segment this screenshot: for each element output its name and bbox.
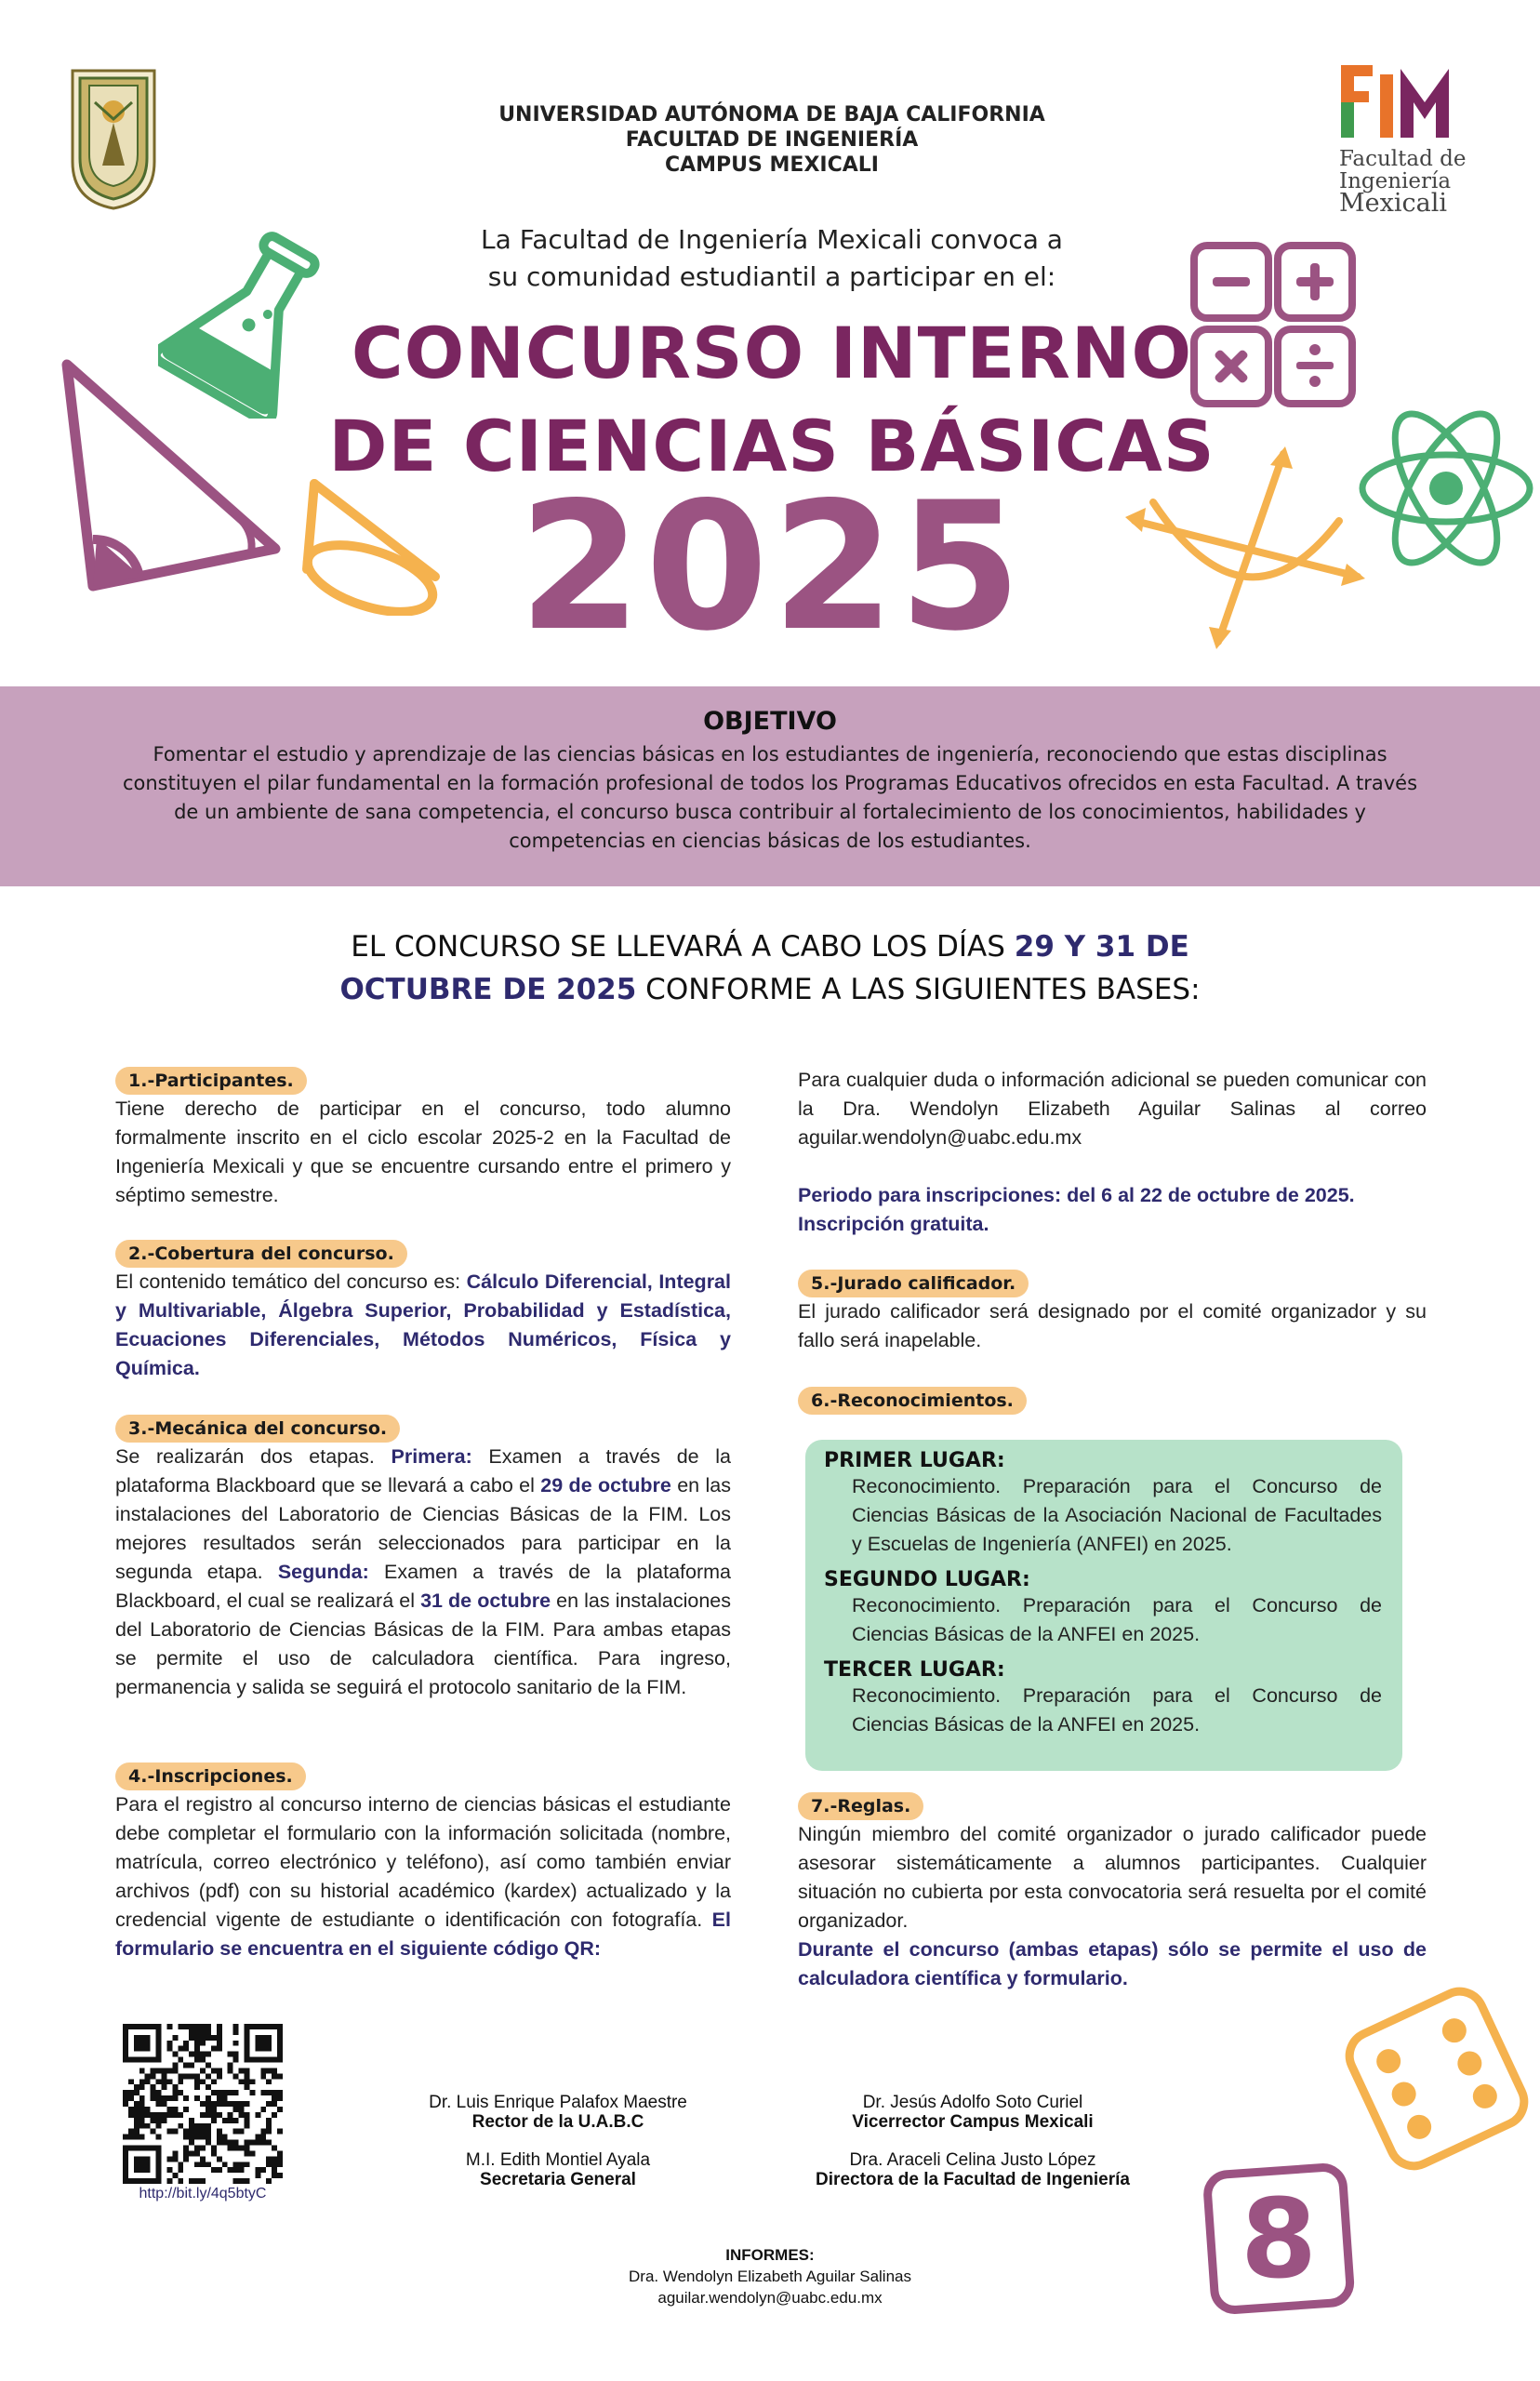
rector-name: Dr. Luis Enrique Palafox Maestre	[429, 2093, 687, 2112]
registration-free: Inscripción gratuita.	[798, 1213, 989, 1235]
invite-line2: su comunidad estudiantil a participar en el:	[487, 261, 1056, 292]
section-rules	[798, 1791, 1427, 1993]
footer-heading: INFORMES:	[725, 2246, 815, 2264]
die-number: 8	[1240, 2175, 1318, 2303]
fim-line1: Facultad de	[1339, 147, 1467, 171]
director-name: Dra. Araceli Celina Justo López	[849, 2150, 1096, 2170]
section-label: 6.-Reconocimientos.	[798, 1387, 1027, 1415]
section-coverage	[115, 1239, 731, 1383]
fim-line3: Mexicali	[1339, 189, 1447, 218]
section-text: Ningún miembro del comité organizador o jurado calificador puede asesorar sistemáticamente a alumnos participantes. Cualquier situación no cubierta por esta convocatoria será resuelta por el comité organizador.	[798, 1823, 1427, 1932]
mech-t3: en las instalaciones del Laboratorio de Ciencias Básicas de la FIM. Los mejores resultados serán seleccionados para participar en la segunda etapa.	[115, 1474, 731, 1583]
uabc-seal-logo	[67, 65, 160, 212]
section-label: 4.-Inscripciones.	[115, 1762, 306, 1790]
triangle-ruler-icon	[56, 353, 288, 609]
dates-highlight2: OCTUBRE DE 2025	[339, 973, 637, 1006]
campus-name: CAMPUS MEXICALI	[664, 153, 879, 177]
section-text	[115, 1268, 731, 1383]
registration-qr-code[interactable]	[123, 2024, 283, 2184]
third-place-text: Reconocimiento. Preparación para el Concurso de Ciencias Básicas de la ANFEI en 2025.	[852, 1684, 1382, 1736]
secretary-title: Secretaria General	[480, 2170, 636, 2189]
section-text: El jurado calificador será designado por el comité organizador y su fallo será inapelable.	[798, 1300, 1427, 1351]
signature-vicerector	[787, 2093, 1159, 2132]
faculty-name: FACULTAD DE INGENIERÍA	[625, 128, 919, 152]
mech-t5: en las instalaciones del Laboratorio de Ciencias Básicas de la FIM. Para ambas etapas se permite el uso de calculadora científica. Para ingreso, permanencia y salida se seguirá el protocolo sanitario de la FIM.	[115, 1590, 731, 1698]
fim-logo	[1339, 65, 1479, 223]
first-place-text: Reconocimiento. Preparación para el Concurso de Ciencias Básicas de la Asociación Nacional de Facultades y Escuelas de Ingeniería (ANFEI) en 2025.	[852, 1475, 1382, 1555]
section-jury	[798, 1269, 1427, 1355]
footer-contact	[491, 2244, 1049, 2308]
secretary-name: M.I. Edith Montiel Ayala	[465, 2150, 651, 2170]
dates-prefix: EL CONCURSO SE LLEVARÁ A CABO LOS DÍAS	[351, 930, 1015, 964]
coverage-topics: Cálculo Diferencial, Integral y Multivariable, Álgebra Superior, Probabilidad y Estadística, Ecuaciones Diferenciales, Métodos Numéricos, Física y Química.	[115, 1270, 731, 1379]
mech-b3: Segunda:	[277, 1561, 369, 1583]
invite-line1: La Facultad de Ingeniería Mexicali convoca a	[481, 224, 1063, 255]
cone-icon	[296, 476, 454, 620]
dates-suffix: CONFORME A LAS SIGUIENTES BASES:	[636, 973, 1201, 1006]
invitation-text	[353, 221, 1190, 296]
signature-rector	[372, 2093, 744, 2132]
mech-t2: Examen a través de la plataforma Blackboard que se llevará a cabo el	[115, 1445, 731, 1496]
section-label: 3.-Mecánica del concurso.	[115, 1415, 400, 1443]
objective-text: Fomentar el estudio y aprendizaje de las ciencias básicas en los estudiantes de ingeniería, reconociendo que estas disciplinas constituyen el pilar fundamental en la formación profesional de todos los Programas Educativos ofrecidos en esta Facultad. A través de un ambiente de sana competencia, el concurso busca contribuir al fortalecimiento de los conocimientos, habilidades y competencias en ciencias básicas de los estudiantes.	[122, 743, 1418, 852]
registration-text: Para el registro al concurso interno de ciencias básicas el estudiante debe completar el formulario con la información solicitada (nombre, matrícula, correo electrónico y teléfono), así como también enviar archivos (pdf) con su historial académico (kardex) actualizado y la credencial vigente de estudiante o identificación con fotografía.	[115, 1793, 731, 1931]
section-text	[115, 1790, 731, 1963]
section-text: Tiene derecho de participar en el concurso, todo alumno formalmente inscrito en el ciclo escolar 2025-2 en la Facultad de Ingeniería Mexicali y que se encuentre cursando entre el primero y séptimo semestre.	[115, 1097, 731, 1206]
signature-director	[768, 2150, 1177, 2189]
section-contact	[798, 1066, 1427, 1239]
objective-heading: OBJETIVO	[703, 707, 837, 736]
mech-t4: Examen a través de la plataforma Blackboard, el cual se realizará el	[115, 1561, 731, 1612]
director-title: Directora de la Facultad de Ingeniería	[816, 2170, 1130, 2189]
qr-link[interactable]: http://bit.ly/4q5btyC	[139, 2186, 267, 2201]
contact-text: Para cualquier duda o información adicional se pueden comunicar con la Dra. Wendolyn Elizabeth Aguilar Salinas al correo aguilar.wendolyn@uabc.edu.mx	[798, 1069, 1427, 1149]
die-icon	[1339, 1981, 1534, 2181]
second-place-title: SEGUNDO LUGAR:	[824, 1568, 1030, 1591]
rules-calculator-note: Durante el concurso (ambas etapas) sólo se permite el uso de calculadora científica y formulario.	[798, 1938, 1427, 1989]
mech-b1: Primera:	[391, 1445, 472, 1468]
footer-name: Dra. Wendolyn Elizabeth Aguilar Salinas	[629, 2268, 911, 2285]
signature-secretary	[372, 2150, 744, 2189]
section-text	[115, 1443, 731, 1702]
vicerector-title: Vicerrector Campus Mexicali	[852, 2112, 1094, 2132]
graph-axes-icon	[1125, 446, 1367, 656]
awards-box	[805, 1440, 1402, 1771]
dates-highlight1: 29 Y 31 DE	[1014, 930, 1189, 964]
vicerector-name: Dr. Jesús Adolfo Soto Curiel	[862, 2093, 1083, 2112]
fim-logo-mark	[1339, 65, 1479, 140]
number-die-icon	[1200, 2158, 1358, 2316]
footer-email[interactable]: aguilar.wendolyn@uabc.edu.mx	[657, 2289, 883, 2307]
atom-icon	[1358, 395, 1534, 586]
mech-t1: Se realizarán dos etapas.	[115, 1445, 392, 1468]
title-line1: CONCURSO INTERNO	[351, 312, 1193, 394]
section-label: 5.-Jurado calificador.	[798, 1270, 1029, 1297]
mech-b2: 29 de octubre	[540, 1474, 671, 1496]
registration-period: Periodo para inscripciones: del 6 al 22 de octubre de 2025.	[798, 1184, 1355, 1206]
contest-dates	[232, 925, 1308, 1011]
section-awards	[798, 1386, 1427, 1415]
mech-b4: 31 de octubre	[420, 1590, 551, 1612]
section-label: 1.-Participantes.	[115, 1067, 307, 1095]
registration-qr-note: El formulario se encuentra en el siguiente código QR:	[115, 1909, 731, 1960]
math-operators-icon	[1188, 240, 1365, 418]
contest-year: 2025	[518, 464, 1026, 670]
section-registration	[115, 1762, 731, 1963]
header-institution	[353, 102, 1190, 178]
fim-logo-text	[1339, 147, 1479, 218]
first-place-title: PRIMER LUGAR:	[824, 1449, 1005, 1472]
title-line2: DE CIENCIAS BÁSICAS	[328, 405, 1215, 487]
section-label: 2.-Cobertura del concurso.	[115, 1240, 407, 1268]
university-name: UNIVERSIDAD AUTÓNOMA DE BAJA CALIFORNIA	[498, 103, 1045, 126]
third-place-title: TERCER LUGAR:	[824, 1658, 1005, 1682]
coverage-intro: El contenido temático del concurso es:	[115, 1270, 467, 1293]
section-mechanics	[115, 1414, 731, 1702]
section-label: 7.-Reglas.	[798, 1792, 923, 1820]
fim-line2: Ingeniería	[1339, 169, 1452, 193]
rector-title: Rector de la U.A.B.C	[471, 2112, 644, 2132]
section-participants	[115, 1066, 731, 1210]
second-place-text: Reconocimiento. Preparación para el Concurso de Ciencias Básicas de la ANFEI en 2025.	[852, 1594, 1382, 1645]
